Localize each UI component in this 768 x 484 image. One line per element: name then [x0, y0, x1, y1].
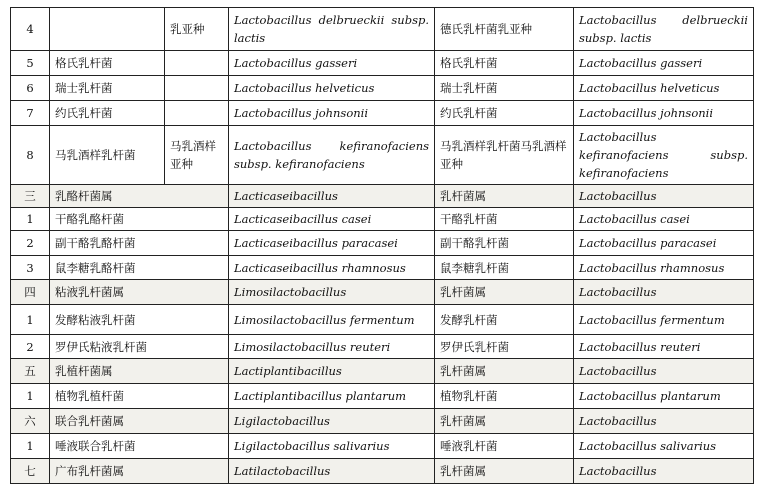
chinese-name-original: 乳杆菌属	[435, 459, 574, 484]
latin-name-original: Lactobacillus	[574, 185, 754, 208]
genus-row	[11, 409, 754, 434]
genus-row	[11, 459, 754, 484]
table-row	[11, 305, 754, 335]
row-number: 1	[11, 305, 50, 335]
latin-name-new: Lacticaseibacillus	[229, 185, 435, 208]
latin-name-original: Lactobacillus paracasei	[574, 231, 754, 256]
row-number: 1	[11, 384, 50, 409]
chinese-name-new: 发酵粘液乳杆菌	[50, 305, 229, 335]
table-row	[11, 256, 754, 280]
genus-row	[11, 359, 754, 384]
latin-name-new: Lactobacillus johnsonii	[229, 101, 435, 126]
table-row	[11, 126, 754, 185]
latin-name-original: Lactobacillus plantarum	[574, 384, 754, 409]
chinese-name-new: 乳植杆菌属	[50, 359, 229, 384]
row-number: 三	[11, 185, 50, 208]
latin-name-original: Lactobacillus delbrueckii subsp. lactis	[574, 8, 754, 51]
latin-name-new: Lacticaseibacillus casei	[229, 208, 435, 231]
chinese-name-original: 罗伊氏乳杆菌	[435, 335, 574, 359]
latin-name-new: Limosilactobacillus fermentum	[229, 305, 435, 335]
row-number: 8	[11, 126, 50, 185]
latin-name-original: Lactobacillus casei	[574, 208, 754, 231]
latin-name-new: Limosilactobacillus	[229, 280, 435, 305]
row-number: 5	[11, 51, 50, 76]
chinese-name-new: 联合乳杆菌属	[50, 409, 229, 434]
latin-name-new: Lactiplantibacillus plantarum	[229, 384, 435, 409]
chinese-name-new: 格氏乳杆菌	[50, 51, 165, 76]
chinese-name-original: 乳杆菌属	[435, 185, 574, 208]
latin-name-new: Lactiplantibacillus	[229, 359, 435, 384]
chinese-name-original: 鼠李糖乳杆菌	[435, 256, 574, 280]
row-number: 2	[11, 335, 50, 359]
row-number: 六	[11, 409, 50, 434]
row-number: 6	[11, 76, 50, 101]
row-number: 1	[11, 434, 50, 459]
latin-name-original: Lactobacillus helveticus	[574, 76, 754, 101]
chinese-name-new: 干酪乳酪杆菌	[50, 208, 229, 231]
table-row	[11, 8, 754, 51]
row-number: 1	[11, 208, 50, 231]
chinese-name-new: 约氏乳杆菌	[50, 101, 165, 126]
subspecies-name	[165, 101, 229, 126]
latin-name-new: Ligilactobacillus	[229, 409, 435, 434]
chinese-name-original: 瑞士乳杆菌	[435, 76, 574, 101]
chinese-name-new: 瑞士乳杆菌	[50, 76, 165, 101]
chinese-name-new: 乳酪杆菌属	[50, 185, 229, 208]
chinese-name-original: 发酵乳杆菌	[435, 305, 574, 335]
table-row	[11, 434, 754, 459]
table-row	[11, 101, 754, 126]
chinese-name-new: 鼠李糖乳酪杆菌	[50, 256, 229, 280]
chinese-name-original: 约氏乳杆菌	[435, 101, 574, 126]
latin-name-new: Lacticaseibacillus rhamnosus	[229, 256, 435, 280]
latin-name-original: Lactobacillus	[574, 359, 754, 384]
subspecies-name	[165, 76, 229, 101]
chinese-name-original: 乳杆菌属	[435, 409, 574, 434]
latin-name-new: Ligilactobacillus salivarius	[229, 434, 435, 459]
latin-name-new: Limosilactobacillus reuteri	[229, 335, 435, 359]
table-row	[11, 231, 754, 256]
chinese-name-original: 格氏乳杆菌	[435, 51, 574, 76]
latin-name-new: Lactobacillus delbrueckii subsp. lactis	[229, 8, 435, 51]
row-number: 七	[11, 459, 50, 484]
chinese-name-original: 马乳酒样乳杆菌马乳酒样亚种	[435, 126, 574, 185]
latin-name-new: Lactobacillus kefiranofaciens subsp. kefiranofaciens	[229, 126, 435, 185]
latin-name-original: Lactobacillus rhamnosus	[574, 256, 754, 280]
taxonomy-table	[10, 7, 754, 484]
chinese-name-new: 植物乳植杆菌	[50, 384, 229, 409]
row-number: 2	[11, 231, 50, 256]
table-row	[11, 51, 754, 76]
chinese-name-new: 副干酪乳酪杆菌	[50, 231, 229, 256]
chinese-name-new	[50, 8, 165, 51]
latin-name-original: Lactobacillus reuteri	[574, 335, 754, 359]
table-row	[11, 335, 754, 359]
chinese-name-new: 广布乳杆菌属	[50, 459, 229, 484]
latin-name-new: Lactobacillus helveticus	[229, 76, 435, 101]
subspecies-name: 乳亚种	[165, 8, 229, 51]
row-number: 4	[11, 8, 50, 51]
latin-name-new: Latilactobacillus	[229, 459, 435, 484]
latin-name-original: Lactobacillus	[574, 459, 754, 484]
latin-name-original: Lactobacillus gasseri	[574, 51, 754, 76]
chinese-name-original: 副干酪乳杆菌	[435, 231, 574, 256]
chinese-name-original: 乳杆菌属	[435, 359, 574, 384]
latin-name-original: Lactobacillus	[574, 280, 754, 305]
row-number: 7	[11, 101, 50, 126]
row-number: 五	[11, 359, 50, 384]
latin-name-new: Lacticaseibacillus paracasei	[229, 231, 435, 256]
chinese-name-original: 德氏乳杆菌乳亚种	[435, 8, 574, 51]
table-row	[11, 76, 754, 101]
genus-row	[11, 280, 754, 305]
latin-name-original: Lactobacillus fermentum	[574, 305, 754, 335]
chinese-name-new: 马乳酒样乳杆菌	[50, 126, 165, 185]
row-number: 四	[11, 280, 50, 305]
latin-name-original: Lactobacillus salivarius	[574, 434, 754, 459]
chinese-name-new: 罗伊氏粘液乳杆菌	[50, 335, 229, 359]
latin-name-new: Lactobacillus gasseri	[229, 51, 435, 76]
chinese-name-original: 植物乳杆菌	[435, 384, 574, 409]
row-number: 3	[11, 256, 50, 280]
latin-name-original: Lactobacillus johnsonii	[574, 101, 754, 126]
latin-name-original: Lactobacillus kefiranofaciens subsp. kefiranofaciens	[574, 126, 754, 185]
table-row	[11, 208, 754, 231]
chinese-name-original: 乳杆菌属	[435, 280, 574, 305]
table-row	[11, 384, 754, 409]
chinese-name-original: 干酪乳杆菌	[435, 208, 574, 231]
subspecies-name: 马乳酒样亚种	[165, 126, 229, 185]
subspecies-name	[165, 51, 229, 76]
chinese-name-new: 唾液联合乳杆菌	[50, 434, 229, 459]
chinese-name-new: 粘液乳杆菌属	[50, 280, 229, 305]
latin-name-original: Lactobacillus	[574, 409, 754, 434]
chinese-name-original: 唾液乳杆菌	[435, 434, 574, 459]
genus-row	[11, 185, 754, 208]
